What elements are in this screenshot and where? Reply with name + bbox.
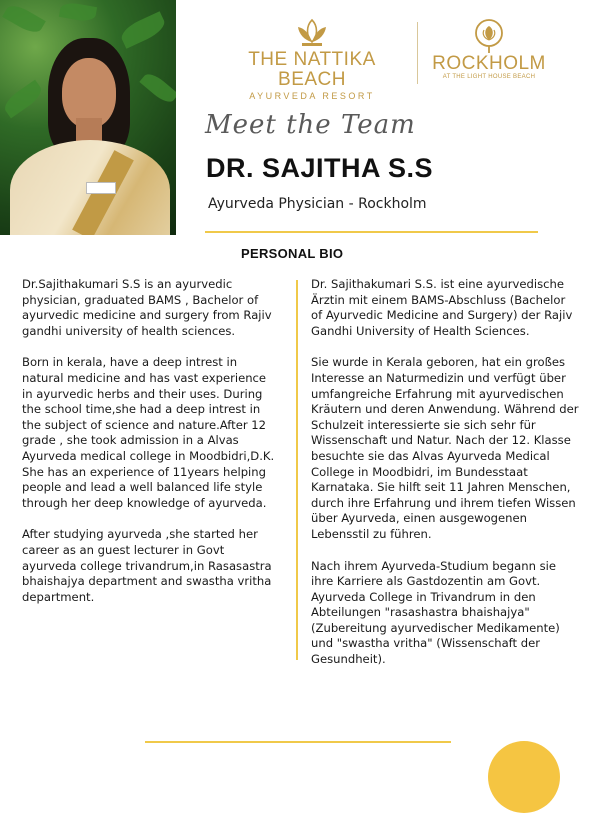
bio-english-column: [22, 277, 280, 621]
lotus-icon: [294, 18, 330, 48]
bio-german-paragraph: Dr. Sajithakumari S.S. ist eine ayurvedische Ärztin mit einem BAMS-Abschluss (Bachelor of Ayurvedic Medicine and Surgery) der Rajiv Gandhi University of Health Sciences.: [311, 277, 573, 338]
profile-photo: [0, 0, 176, 235]
logo1-name: THE NATTIKA BEACH: [248, 49, 376, 90]
bio-english-paragraph: After studying ayurveda ,she started her career as an guest lecturer in Govt ayurveda college trivandrum,in Rasasastra bhaishajya department and swastha vritha department.: [22, 527, 272, 604]
column-divider: [296, 280, 298, 660]
rose-pin-icon: [472, 18, 506, 54]
doctor-role: Ayurveda Physician - Rockholm: [208, 196, 427, 212]
footer-rule: [145, 741, 451, 743]
bio-english-paragraph: Dr.Sajithakumari S.S is an ayurvedic physician, graduated BAMS , Bachelor of ayurvedic medicine and surgery from Rajiv gandhi university of health sciences.: [22, 277, 272, 338]
logo2-subtitle: AT THE LIGHT HOUSE BEACH: [442, 74, 536, 80]
header-underline: [205, 231, 538, 233]
bio-german-paragraph: Sie wurde in Kerala geboren, hat ein großes Interesse an Naturmedizin und verfügt über umfangreiche Erfahrung mit ayurvedischen Kräutern und deren Anwendung. Während der Schulzeit interessierte sie sich sehr für Wissenschaft und Natur. Nach der 12. Klasse besuchte sie das Alvas Ayurveda Medical College in Moodbidri, im Bundesstaat Karnataka. Sie hilft seit 11 Jahren Menschen, durch ihre Erfahrung und ihrem tiefen Wissen über Ayurveda, einen ausgewogenen Lebensstil zu führen.: [311, 355, 579, 541]
bio-german-paragraph: Nach ihrem Ayurveda-Studium begann sie ihre Karriere als Gastdozentin am Govt. Ayurveda College in Trivandrum in den Abteilungen "rasashastra bhaishajya" (Zubereitung ayurvedischer Medikamente) und "swastha vritha" (Wissenschaft der Gesundheit).: [311, 558, 560, 667]
rockholm-logo: [424, 18, 554, 80]
logo-divider: [417, 22, 418, 84]
nattika-beach-logo: [214, 18, 410, 101]
logo2-name: ROCKHOLM: [432, 53, 546, 74]
bio-german-column: [311, 277, 579, 684]
bio-heading: PERSONAL BIO: [241, 246, 344, 261]
logo1-subtitle: AYURVEDA RESORT: [249, 91, 375, 101]
meet-the-team-title: Meet the Team: [205, 110, 416, 140]
bio-english-paragraph: Born in kerala, have a deep intrest in natural medicine and has vast experience in ayurvedic herbs and their uses. During the school time,she had a deep intrest in the subject of science and nature.After 12 grade , she took admission in a Alvas Ayurveda medical college in Moodbidri,D.K. She has an experience of 11years helping people and lead a well balanced life style through her deep knowledge of ayurveda.: [22, 355, 275, 510]
doctor-name: DR. SAJITHA S.S: [206, 153, 434, 183]
decorative-circle: [488, 741, 560, 813]
